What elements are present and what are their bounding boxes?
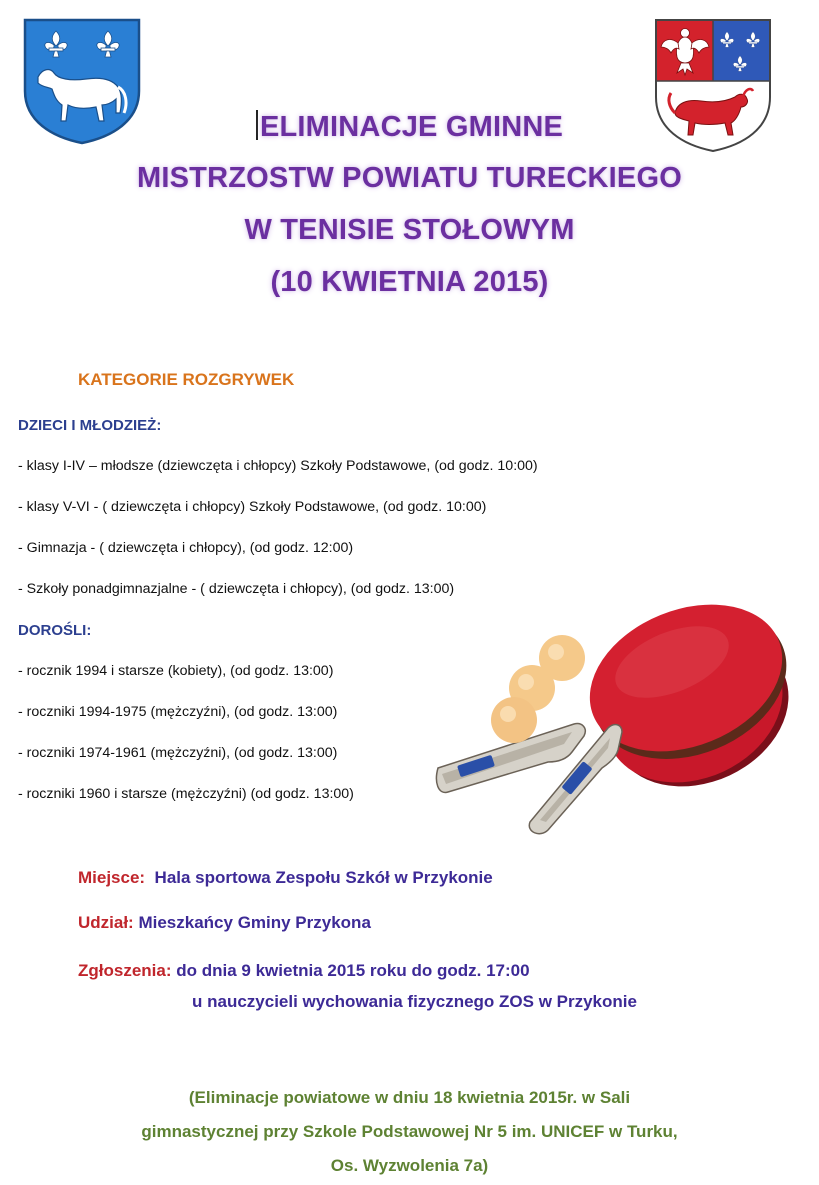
text-cursor xyxy=(256,110,258,140)
youth-item-2: - klasy V-VI - ( dziewczęta i chłopcy) Szkoły Podstawowe, (od godz. 10:00) xyxy=(18,499,487,515)
place-line xyxy=(78,868,493,888)
note-line-1: (Eliminacje powiatowe w dniu 18 kwietnia 2015r. w Sali xyxy=(188,1088,631,1107)
adults-item-3: - roczniki 1974-1961 (mężczyźni), (od godz. 13:00) xyxy=(18,745,338,761)
place-value: Hala sportowa Zespołu Szkół w Przykonie xyxy=(154,868,493,887)
note-line-2: gimnastycznej przy Szkole Podstawowej Nr 5 im. UNICEF w Turku, xyxy=(141,1122,678,1141)
adults-item-1: - rocznik 1994 i starsze (kobiety), (od godz. 13:00) xyxy=(18,663,334,679)
participation-label: Udział: xyxy=(78,913,134,932)
participation-line xyxy=(78,913,371,933)
adults-item-2: - roczniki 1994-1975 (mężczyźni), (od godz. 13:00) xyxy=(18,704,338,720)
categories-title: KATEGORIE ROZGRYWEK xyxy=(78,370,295,389)
adults-heading: DOROŚLI: xyxy=(18,622,92,639)
participation-value: Mieszkańcy Gminy Przykona xyxy=(138,913,371,932)
title-line-3: W TENISIE STOŁOWYM xyxy=(244,214,575,246)
title-line-4: (10 KWIETNIA 2015) xyxy=(270,266,549,298)
table-tennis-paddles-icon xyxy=(432,592,797,837)
registration-label: Zgłoszenia: xyxy=(78,961,172,980)
note-line-3: Os. Wyzwolenia 7a) xyxy=(330,1156,489,1175)
registration-line xyxy=(78,961,530,981)
registration-value-2: u nauczycieli wychowania fizycznego ZOS w Przykonie xyxy=(192,992,637,1011)
youth-item-3: - Gimnazja - ( dziewczęta i chłopcy), (od godz. 12:00) xyxy=(18,540,354,556)
youth-item-1: - klasy I-IV – młodsze (dziewczęta i chłopcy) Szkoły Podstawowe, (od godz. 10:00) xyxy=(18,458,538,474)
registration-line-2 xyxy=(192,992,637,1012)
place-label: Miejsce: xyxy=(78,868,146,887)
title-line-1: ELIMINACJE GMINNE xyxy=(0,110,819,144)
youth-item-4: - Szkoły ponadgimnazjalne - ( dziewczęta i chłopcy), (od godz. 13:00) xyxy=(18,581,455,597)
title-line-2: MISTRZOSTW POWIATU TURECKIEGO xyxy=(137,162,682,194)
registration-value-1: do dnia 9 kwietnia 2015 roku do godz. 17:00 xyxy=(176,961,530,980)
youth-heading: DZIECI I MŁODZIEŻ: xyxy=(18,417,162,434)
adults-item-4: - roczniki 1960 i starsze (mężczyźni) (od godz. 13:00) xyxy=(18,786,354,802)
